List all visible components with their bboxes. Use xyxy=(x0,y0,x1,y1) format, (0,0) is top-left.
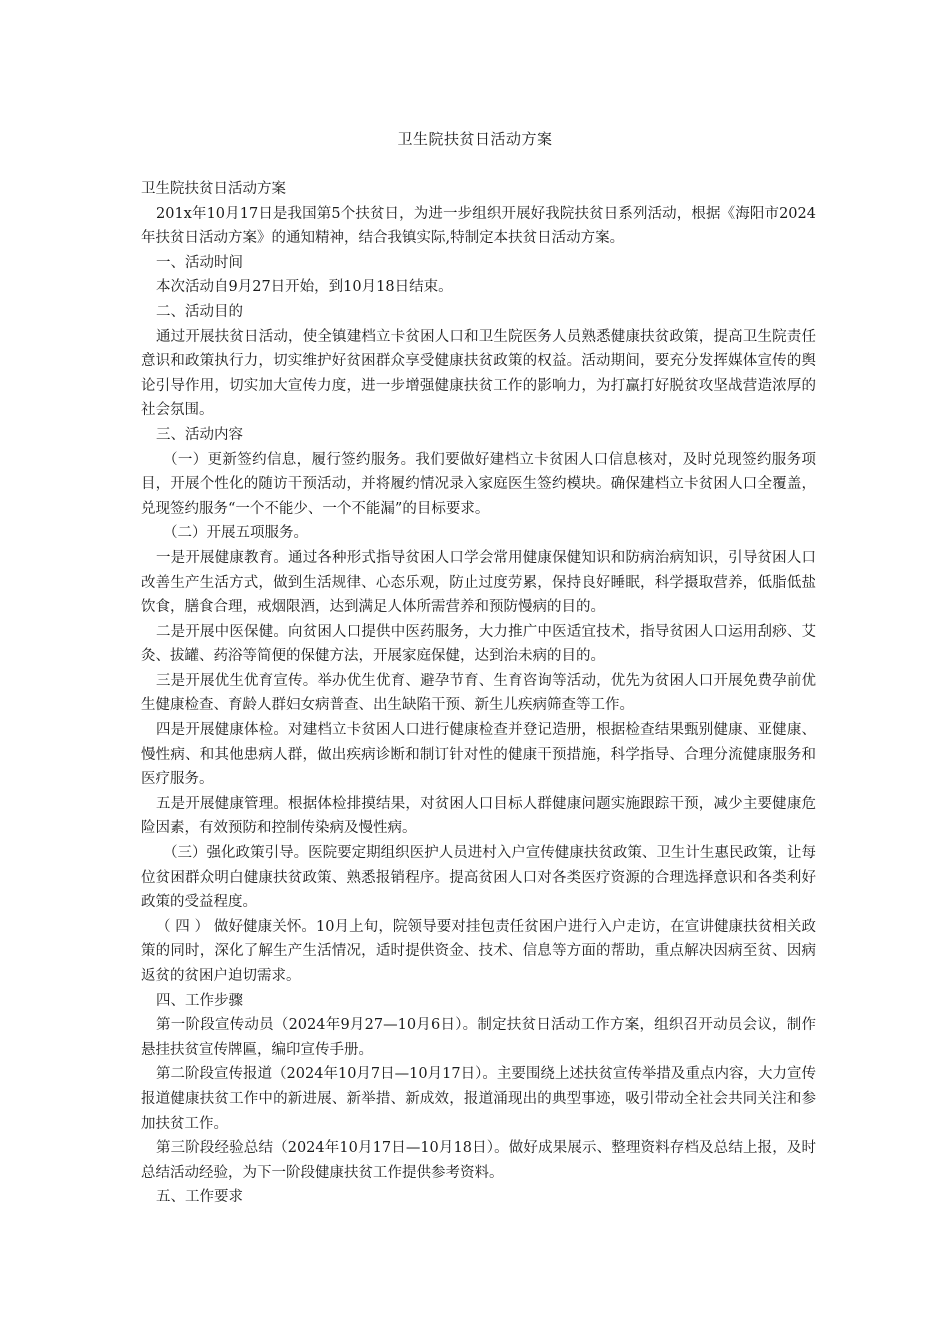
section-heading-work-steps: 四、工作步骤 xyxy=(156,992,243,1009)
paragraph-activity-time: 本次活动自9月27日开始，到10月18日结束。 xyxy=(156,279,453,296)
paragraph-service-1: 一是开展健康教育。通过各种形式指导贫困人口学会常用健康保健知识和防病治病知识，引导贫困人口改善生产生活方式，做到生活规律、心态乐观，防止过度劳累，保持良好睡眠，科学摄取营养，低脂低盐饮食，膳食合理，戒烟限酒，达到满足人体所需营养和预防慢病的目的。 xyxy=(141,549,816,616)
paragraph-content-1: （一）更新签约信息，履行签约服务。我们要做好建档立卡贫困人口信息核对，及时兑现签约服务项目，开展个性化的随访干预活动，并将履约情况录入家庭医生签约模块。确保建档立卡贫困人口全覆盖，兑现签约服务“一个不能少、一个不能漏”的目标要求。 xyxy=(141,451,816,517)
body-heading: 卫生院扶贫日活动方案 xyxy=(141,181,286,197)
document-title: 卫生院扶贫日活动方案 xyxy=(397,130,553,148)
paragraph-step-1: 第一阶段宣传动员（2024年9月27—10月6日）。制定扶贫日活动工作方案，组织召开动员会议，制作悬挂扶贫宣传牌匾，编印宣传手册。 xyxy=(141,1017,816,1058)
intro-paragraph: 201x年10月17日是我国第5个扶贫日，为进一步组织开展好我院扶贫日系列活动，根据《海阳市2024年扶贫日活动方案》的通知精神，结合我镇实际,特制定本扶贫日活动方案。 xyxy=(141,205,816,247)
paragraph-step-3: 第三阶段经验总结（2024年10月17日—10月18日）。做好成果展示、整理资料存档及总结上报，及时总结活动经验，为下一阶段健康扶贫工作提供参考资料。 xyxy=(141,1140,816,1181)
paragraph-service-4: 四是开展健康体检。对建档立卡贫困人口进行健康检查并登记造册，根据检查结果甄别健康、亚健康、慢性病、和其他患病人群，做出疾病诊断和制订针对性的健康干预措施，科学指导、合理分流健康服务和医疗服务。 xyxy=(141,722,816,788)
section-heading-activity-content: 三、活动内容 xyxy=(156,426,243,443)
section-heading-work-requirements: 五、工作要求 xyxy=(156,1189,243,1206)
document-body xyxy=(141,177,816,1210)
paragraph-service-2: 二是开展中医保健。向贫困人口提供中医药服务，大力推广中医适宜技术，指导贫困人口运用刮痧、艾灸、拔罐、药浴等简便的保健方法，开展家庭保健，达到治未病的目的。 xyxy=(141,623,816,665)
paragraph-content-2-heading: （二）开展五项服务。 xyxy=(163,525,308,542)
paragraph-service-5: 五是开展健康管理。根据体检排摸结果，对贫困人口目标人群健康问题实施跟踪干预，减少主要健康危险因素，有效预防和控制传染病及慢性病。 xyxy=(141,795,816,837)
paragraph-content-3: （三）强化政策引导。医院要定期组织医护人员进村入户宣传健康扶贫政策、卫生计生惠民政策，让每位贫困群众明白健康扶贫政策、熟悉报销程序。提高贫困人口对各类医疗资源的合理选择意识和各类利好政策的受益程度。 xyxy=(141,845,816,911)
section-heading-activity-purpose: 二、活动目的 xyxy=(156,303,243,320)
paragraph-service-3: 三是开展优生优育宣传。举办优生优育、避孕节育、生育咨询等活动，优先为贫困人口开展免费孕前优生健康检查、育龄人群妇女病普查、出生缺陷干预、新生儿疾病筛查等工作。 xyxy=(141,672,816,714)
paragraph-content-4: （ 四 ） 做好健康关怀。10月上旬，院领导要对挂包责任贫困户进行入户走访，在宣讲健康扶贫相关政策的同时，深化了解生产生活情况，适时提供资金、技术、信息等方面的帮助，重点解决因病至贫、因病返贫的贫困户迫切需求。 xyxy=(141,918,816,984)
paragraph-activity-purpose: 通过开展扶贫日活动，使全镇建档立卡贫困人口和卫生院医务人员熟悉健康扶贫政策，提高卫生院责任意识和政策执行力，切实维护好贫困群众享受健康扶贫政策的权益。活动期间，要充分发挥媒体宣传的舆论引导作用，切实加大宣传力度，进一步增强健康扶贫工作的影响力，为打赢打好脱贫攻坚战营造浓厚的社会氛围。 xyxy=(141,328,816,419)
paragraph-step-2: 第二阶段宣传报道（2024年10月7日—10月17日）。主要围绕上述扶贫宣传举措及重点内容，大力宣传报道健康扶贫工作中的新进展、新举措、新成效，报道涌现出的典型事迹，吸引带动全社会共同关注和参加扶贫工作。 xyxy=(141,1066,816,1132)
section-heading-activity-time: 一、活动时间 xyxy=(156,254,243,271)
